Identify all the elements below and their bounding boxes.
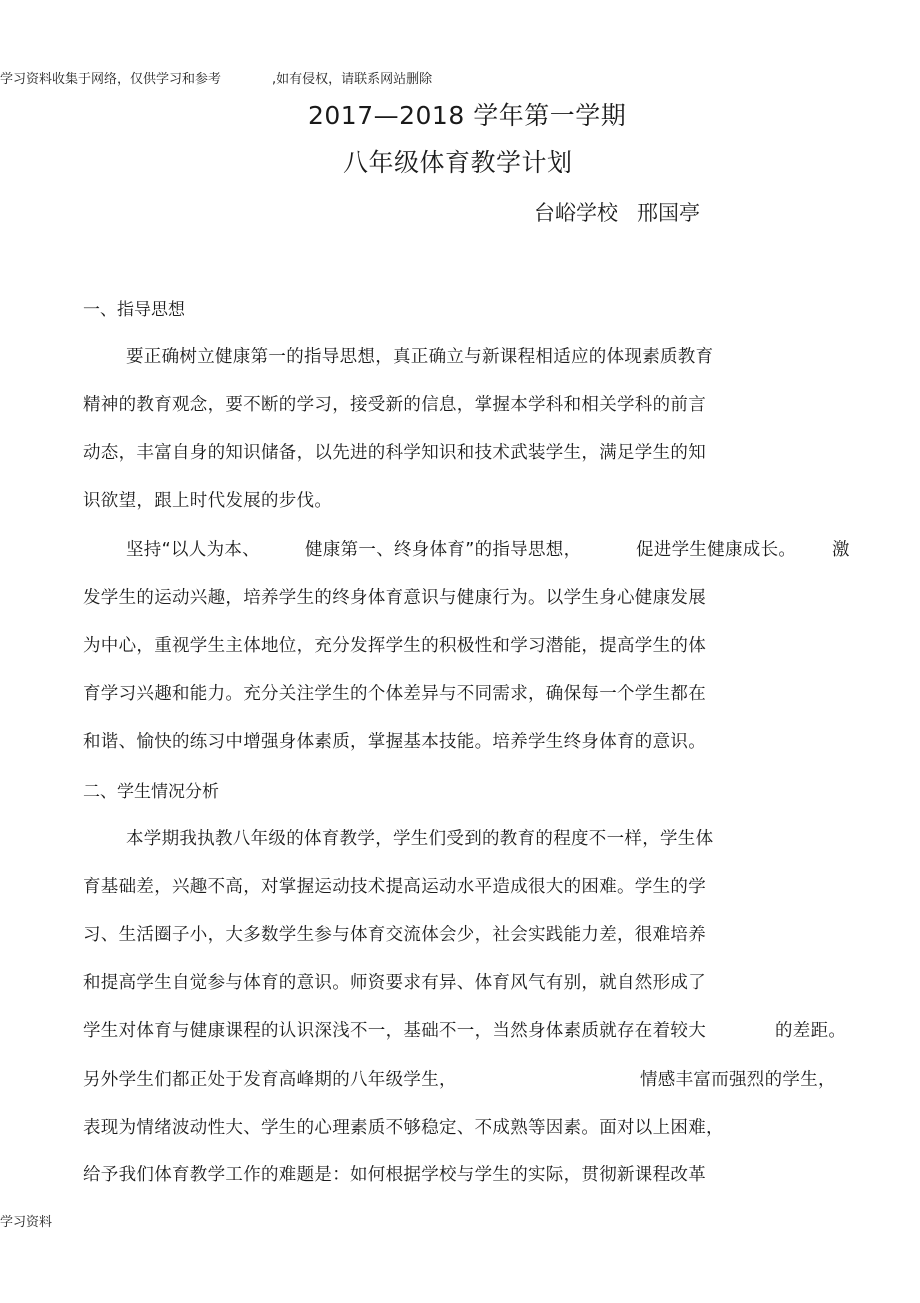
section-2-heading: 二、学生情况分析 <box>83 782 219 802</box>
paragraph-line: 表现为情绪波动性大、学生的心理素质不够稳定、不成熟等因素。面对以上困难， <box>83 1118 724 1138</box>
paragraph-line-segment: 情感丰富而强烈的学生， <box>640 1070 836 1090</box>
paragraph-line: 育学习兴趣和能力。充分关注学生的个体差异与不同需求，确保每一个学生都在 <box>83 684 706 704</box>
paragraph-line: 和提高学生自觉参与体育的意识。师资要求有异、体育风气有别，就自然形成了 <box>83 973 706 993</box>
paragraph-line-segment: 健康第一、终身体育”的指导思想， <box>305 540 582 560</box>
author-school: 台峪学校 <box>534 201 618 225</box>
paragraph-line-segment: 激 <box>832 540 850 560</box>
header-note-left: 学习资料收集于网络，仅供学习和参考 <box>0 72 222 87</box>
header-note-right: ,如有侵权，请联系网站删除 <box>272 72 433 87</box>
paragraph-line: 为中心，重视学生主体地位，充分发挥学生的积极性和学习潜能，提高学生的体 <box>83 636 706 656</box>
paragraph-line: 识欲望，跟上时代发展的步伐。 <box>83 491 333 511</box>
paragraph-line-segment: 促进学生健康成长。 <box>636 540 797 560</box>
paragraph-line: 发学生的运动兴趣，培养学生的终身体育意识与健康行为。以学生身心健康发展 <box>83 588 706 608</box>
title-line-2: 八年级体育教学计划 <box>343 148 573 177</box>
paragraph-line-segment: 另外学生们都正处于发育高峰期的八年级学生， <box>83 1070 457 1090</box>
paragraph-line-segment: 坚持“以人为本、 <box>126 540 260 560</box>
section-1-heading: 一、指导思想 <box>83 300 185 320</box>
paragraph-line: 育基础差，兴趣不高，对掌握运动技术提高运动水平造成很大的困难。学生的学 <box>83 877 706 897</box>
paragraph-line-segment: 的差距。 <box>775 1021 847 1041</box>
title-line-1: 2017—2018 学年第一学期 <box>308 101 627 130</box>
footer-note: 学习资料 <box>0 1215 53 1230</box>
paragraph-line-segment: 学生对体育与健康课程的认识深浅不一，基础不一，当然身体素质就存在着较大 <box>83 1021 706 1041</box>
paragraph-line: 和谐、愉快的练习中增强身体素质，掌握基本技能。培养学生终身体育的意识。 <box>83 732 706 752</box>
paragraph-line: 本学期我执教八年级的体育教学，学生们受到的教育的程度不一样，学生体 <box>126 829 714 849</box>
paragraph-line: 精神的教育观念，要不断的学习，接受新的信息，掌握本学科和相关学科的前言 <box>83 395 706 415</box>
paragraph-line: 动态，丰富自身的知识储备，以先进的科学知识和技术武装学生，满足学生的知 <box>83 443 706 463</box>
paragraph-line: 要正确树立健康第一的指导思想，真正确立与新课程相适应的体现素质教育 <box>126 347 714 367</box>
paragraph-line: 习、生活圈子小，大多数学生参与体育交流体会少，社会实践能力差，很难培养 <box>83 925 706 945</box>
paragraph-line: 给予我们体育教学工作的难题是：如何根据学校与学生的实际，贯彻新课程改革 <box>83 1165 706 1185</box>
author-name: 邢国亭 <box>637 201 700 225</box>
